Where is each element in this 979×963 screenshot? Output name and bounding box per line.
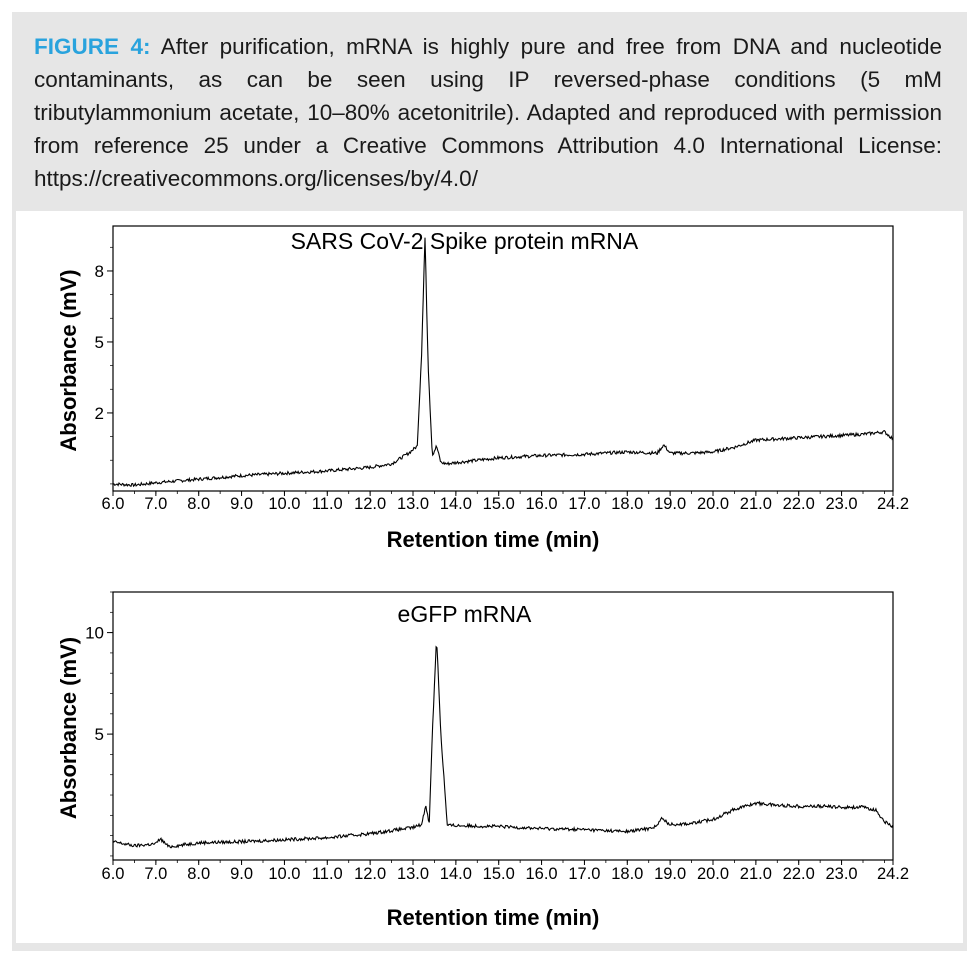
figure-label: FIGURE 4: [34,34,151,59]
x-tick-label: 18.0 [611,495,644,513]
x-tick-label: 23.0 [825,865,858,883]
x-tick-label: 7.0 [144,865,168,883]
x-tick-label: 17.0 [568,495,601,513]
x-tick-label: 6.0 [101,865,125,883]
chart-1 [56,226,909,552]
x-tick-label: 24.2 [876,495,910,513]
series-1-trace [113,238,893,487]
x-tick-label: 6.0 [101,495,125,513]
x-tick-label: 8.0 [187,865,211,883]
x-tick-label: 21.0 [739,865,772,883]
x-tick-label: 20.0 [696,495,730,513]
x-tick-label: 18.0 [611,865,644,883]
x-tick-label: 15.0 [482,865,515,883]
x-tick-label: 10.0 [268,495,301,513]
x-tick-label: 11.0 [311,865,343,883]
x-tick-label: 21.0 [739,495,772,513]
plot-frame [113,592,893,860]
x-tick-label: 12.0 [354,865,387,883]
x-tick-label: 13.0 [396,865,430,883]
x-tick-label: 9.0 [230,495,254,513]
x-axis-label: Retention time (min) [386,527,600,552]
x-tick-label: 10.0 [268,865,301,883]
x-tick-label: 20.0 [696,865,730,883]
series-1-trace [113,647,893,848]
x-tick-label: 16.0 [525,495,558,513]
x-tick-label: 22.0 [782,865,815,883]
x-tick-label: 15.0 [482,495,515,513]
chart-2 [56,592,909,930]
y-tick-label: 5 [94,725,104,745]
plot-frame [113,226,893,491]
x-tick-label: 16.0 [525,865,558,883]
x-tick-label: 14.0 [439,865,472,883]
chart-panel [16,211,963,943]
x-tick-label: 19.0 [654,495,687,513]
x-tick-label: 14.0 [439,495,472,513]
x-tick-label: 9.0 [230,865,254,883]
x-tick-label: 19.0 [654,865,687,883]
y-tick-label: 10 [85,623,104,643]
y-tick-label: 2 [94,403,104,423]
x-tick-label: 22.0 [782,495,815,513]
chart-title: SARS CoV-2 Spike protein mRNA [290,228,639,254]
caption-text: After purification, mRNA is highly pure and free from DNA and nucleotide contaminants, as can be seen using IP reversed-phase conditions (5 mM tributylammonium acetate, 10–80% acetonitrile). Adapted and reproduced with permission from reference 25 under a Creative Commons Attribution 4.0 International License: https://creativecommons.org/licenses/by/4.0/ [34,34,943,191]
x-tick-label: 12.0 [354,495,387,513]
x-tick-label: 24.2 [876,865,910,883]
x-axis-label: Retention time (min) [386,905,600,930]
x-tick-label: 8.0 [187,495,211,513]
chart-title: eGFP mRNA [397,601,532,627]
charts-svg [16,211,963,943]
y-tick-label: 5 [94,332,104,352]
x-tick-label: 23.0 [825,495,858,513]
x-tick-label: 13.0 [396,495,430,513]
y-tick-label: 8 [94,261,104,281]
y-axis-label: Absorbance (mV) [56,269,81,452]
x-tick-label: 17.0 [568,865,601,883]
x-tick-label: 7.0 [144,495,168,513]
figure-frame [12,12,967,951]
y-axis-label: Absorbance (mV) [56,636,81,820]
x-tick-label: 11.0 [311,495,343,513]
figure-caption [34,30,942,195]
